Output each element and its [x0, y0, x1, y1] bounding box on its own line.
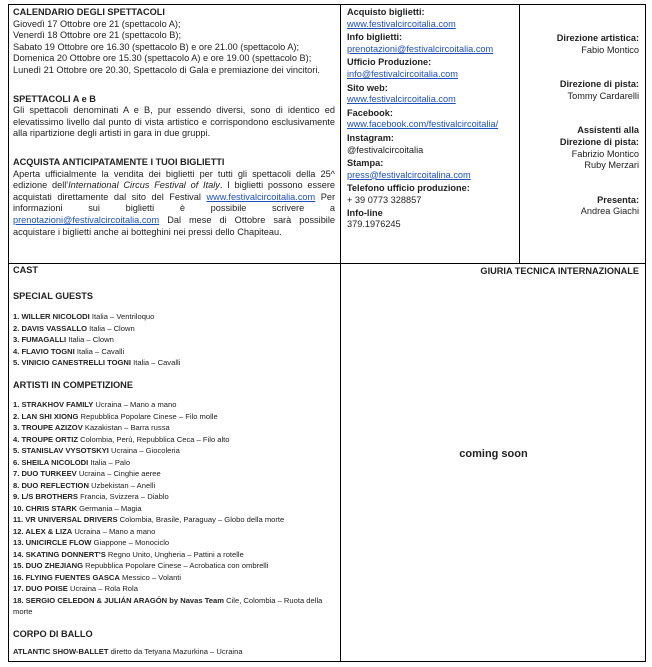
staff-item	[522, 125, 639, 171]
guest-item: 2. DAVIS VASSALLO Italia – Clown	[13, 323, 135, 333]
staff-role: Assistenti alla	[577, 125, 639, 136]
row-divider	[8, 263, 646, 264]
contact-label: Acquisto biglietti:	[347, 7, 425, 17]
calendar-list	[13, 19, 335, 77]
calendar-line: Venerdì 18 Ottobre ore 21 (spettacolo B);	[13, 30, 182, 41]
competitor-item: 9. L/S BROTHERS Francia, Svizzera – Diablo	[13, 492, 169, 502]
tickets-site-link[interactable]: www.festivalcircoitalia.com	[206, 191, 316, 202]
tickets-title: ACQUISTA ANTICIPATAMENTE I TUOI BIGLIETTI	[13, 156, 225, 167]
column-divider-1	[340, 4, 341, 662]
tickets-text: Aperta ufficialmente la vendita dei biglietti per tutti gli spettacoli della 25^ edizione dell'International Circus Festival of Italy. I biglietti possono essere acquistati direttamente dal sito del Festival www.festivalcircoitalia.com Per informazioni sui biglietti è possibile scrivere a prenotazioni@festivalcircoitalia.com Dal mese di Ottobre sarà possibile acquistare i biglietti anche ai botteghini nei pressi dello Chapiteau.	[13, 168, 335, 237]
guest-item: 1. WILLER NICOLODI Italia – Ventriloquo	[13, 312, 155, 322]
jury-placeholder: coming soon	[459, 448, 528, 460]
competitor-item: 12. ALEX & LIZA Ucraina – Mano a mano	[13, 526, 156, 536]
contact-label: Sito web:	[347, 82, 388, 93]
contact-value: @festivalcircoitalia	[347, 144, 424, 155]
contact-label: Ufficio Produzione:	[347, 57, 432, 68]
column-divider-2	[519, 4, 520, 263]
contact-link[interactable]: www.festivalcircoitalia.com	[347, 94, 456, 105]
cast-cell	[13, 265, 335, 658]
competitor-item: 8. DUO REFLECTION Uzbekistan – Anelli	[13, 480, 156, 490]
competitor-item: 18. SERGIO CELEDON & JULIÁN ARAGÓN by Navas Team Cile, Colombia – Ruota della morte	[13, 595, 323, 617]
competitor-item: 7. DUO TURKEEV Ucraina – Cinghie aeree	[13, 469, 161, 479]
staff-role: Direzione artistica:	[556, 33, 639, 43]
cast-title: CAST	[13, 265, 39, 275]
competitor-item: 15. DUO ZHEJIANG Repubblica Popolare Cinese – Acrobatica con ombrelli	[13, 561, 269, 571]
competitor-item: 17. DUO POISE Ucraina – Rola Rola	[13, 584, 138, 594]
competitor-item: 2. LAN SHI XIONG Repubblica Popolare Cinese – Filo molle	[13, 411, 218, 421]
calendar-line: Giovedì 17 Ottobre ore 21 (spettacolo A);	[13, 18, 181, 29]
guest-item: 5. VINICIO CANESTRELLI TOGNI Italia – Cavalli	[13, 358, 181, 368]
contact-label: Instagram:	[347, 132, 394, 143]
competition-title: ARTISTI IN COMPETIZIONE	[13, 379, 133, 390]
staff-role: Direzione di pista:	[559, 136, 639, 147]
contact-link[interactable]: info@festivalcircoitalia.com	[347, 68, 458, 79]
jury-title: GIURIA TECNICA INTERNAZIONALE	[480, 266, 639, 276]
contact-label: Info-line	[347, 207, 383, 218]
contact-value: + 39 0773 328857	[347, 194, 422, 205]
competitor-item: 16. FLYING FUENTES GASCA Messico – Volanti	[13, 572, 182, 582]
contact-label: Stampa:	[347, 158, 384, 169]
staff-cell	[522, 33, 639, 218]
staff-name: Ruby Merzari	[584, 160, 639, 171]
staff-item	[522, 195, 639, 218]
contact-value: 379.1976245	[347, 219, 401, 230]
competitor-item: 1. STRAKHOV FAMILY Ucraina – Mano a mano	[13, 400, 177, 410]
contact-label: Info biglietti:	[347, 32, 403, 43]
competitor-item: 4. TROUPE ORTIZ Colombia, Perù, Repubblica Ceca – Filo alto	[13, 434, 230, 444]
shows-text: Gli spettacoli denominati A e B, pur essendo diversi, sono di identico ed elevatissimo livello dal punto di vista artistico e corrispondono esclusivamente alla ripartizione degli artisti in gara in due gruppi.	[13, 105, 335, 139]
contact-item	[347, 133, 517, 156]
staff-name: Fabio Montico	[581, 44, 639, 55]
ballet-item: ATLANTIC SHOW-BALLET diretto da Tetyana Mazurkina – Ucraina	[13, 647, 243, 657]
competitor-item: 5. STANISLAV VYSOTSKYI Ucraina – Giocoleria	[13, 446, 180, 456]
calendar-title: CALENDARIO DEGLI SPETTACOLI	[13, 7, 165, 17]
staff-item	[522, 79, 639, 102]
contact-item	[347, 7, 517, 30]
calendar-line: Lunedì 21 Ottobre ore 20.30, Spettacolo di Gala e premiazione dei vincitori.	[13, 64, 320, 75]
staff-name: Fabrizio Montico	[571, 148, 639, 159]
calendar-line: Domenica 20 Ottobre ore 15.30 (spettacolo A) e ore 19.00 (spettacolo B);	[13, 53, 312, 64]
ballet-title: CORPO DI BALLO	[13, 628, 93, 639]
contact-item	[347, 183, 517, 206]
contact-link[interactable]: press@festivalcircoitalina.com	[347, 169, 471, 180]
competitor-item: 6. SHEILA NICOLODI Italia – Palo	[13, 457, 131, 467]
guest-item: 4. FLAVIO TOGNI Italia – Cavalli	[13, 346, 125, 356]
shows-title: SPETTACOLI A e B	[13, 93, 96, 104]
staff-name: Tommy Cardarelli	[567, 90, 639, 101]
contact-item	[347, 57, 517, 80]
contact-item	[347, 108, 517, 131]
contacts-cell	[347, 7, 517, 231]
guests-list	[13, 311, 335, 369]
competitor-item: 10. CHRIS STARK Germania – Magia	[13, 503, 142, 513]
staff-role: Direzione di pista:	[559, 79, 639, 90]
contact-item	[347, 83, 517, 106]
contact-link[interactable]: prenotazioni@festivalcircoitalia.com	[347, 43, 494, 54]
staff-item	[522, 33, 639, 56]
guests-title: SPECIAL GUESTS	[13, 290, 93, 301]
contact-item	[347, 158, 517, 181]
contact-label: Facebook:	[347, 107, 393, 118]
competitor-item: 13. UNICIRCLE FLOW Giappone – Monociclo	[13, 538, 170, 548]
guest-item: 3. FUMAGALLI Italia – Clown	[13, 335, 114, 345]
staff-role: Presenta:	[597, 194, 639, 205]
competitor-item: 14. SKATING DONNERT'S Regno Unito, Ungheria – Pattini a rotelle	[13, 549, 244, 559]
contact-item	[347, 32, 517, 55]
info-cell	[13, 7, 335, 238]
contact-link[interactable]: www.facebook.com/festivalcircoitalia/	[347, 119, 499, 130]
contact-item	[347, 208, 517, 231]
competitors-list	[13, 399, 335, 618]
calendar-line: Sabato 19 Ottobre ore 16.30 (spettacolo B) e ore 21.00 (spettacolo A);	[13, 41, 300, 52]
contact-link[interactable]: www.festivalcircoitalia.com	[347, 18, 456, 29]
competitor-item: 11. VR UNIVERSAL DRIVERS Colombia, Brasile, Paraguay – Globo della morte	[13, 515, 285, 525]
staff-name: Andrea Giachi	[580, 206, 639, 217]
contact-label: Telefono ufficio produzione:	[347, 183, 470, 194]
tickets-mail-link[interactable]: prenotazioni@festivalcircoitalia.com	[13, 214, 160, 225]
competitor-item: 3. TROUPE AZIZOV Kazakistan – Barra russa	[13, 423, 170, 433]
